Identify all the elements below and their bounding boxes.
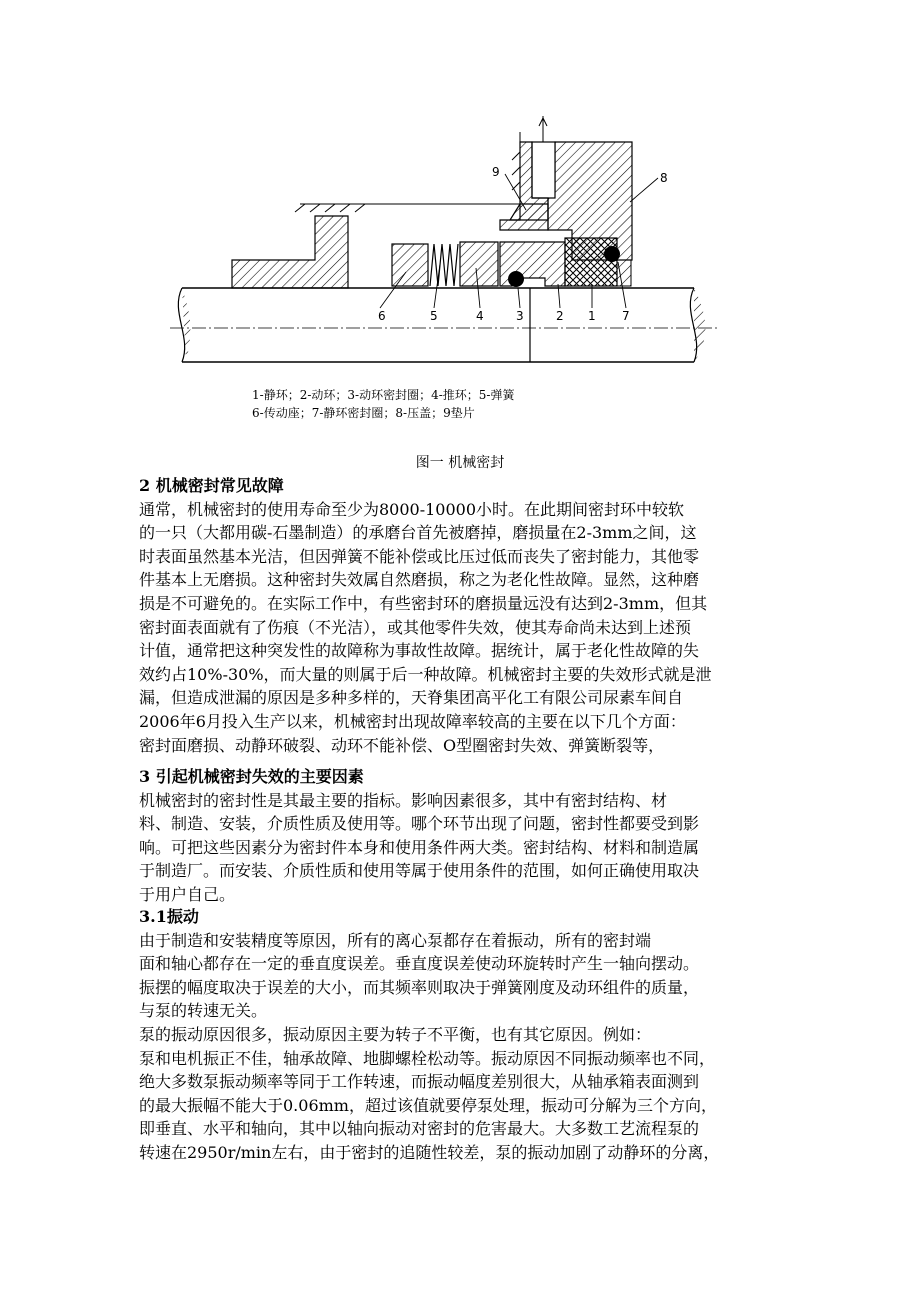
- paragraph-line: 密封面磨损、动静环破裂、动环不能补偿、O型圈密封失效、弹簧断裂等，: [139, 735, 665, 755]
- section-3-1: [139, 905, 789, 1165]
- figure-legend-line-1: 1-静环；2-动环；3-动环密封圈；4-推环；5-弹簧: [252, 388, 515, 402]
- shaft: [170, 288, 720, 362]
- paragraph-line: 损是不可避免的。在实际工作中，有些密封环的磨损量远没有达到2-3mm，但其: [139, 593, 708, 613]
- stationary-ring-part-1: [565, 238, 617, 286]
- paragraph-line: 振摆的幅度取决于误差的大小，而其频率则取决于弹簧刚度及动环组件的质量，: [139, 977, 700, 997]
- label-3: 3: [516, 309, 524, 323]
- paragraph-line: 2006年6月投入生产以来，机械密封出现故障率较高的主要在以下几个方面：: [139, 711, 686, 731]
- paragraph-line: 由于制造和安装精度等原因，所有的离心泵都存在着振动，所有的密封端: [139, 930, 652, 950]
- section-heading: 3.1振动: [139, 907, 199, 926]
- paragraph-line: 与泵的转速无关。: [139, 1001, 268, 1021]
- section-heading: 2 机械密封常见故障: [139, 476, 284, 495]
- paragraph-line: 料、制造、安装，介质性质及使用等。哪个环节出现了问题，密封性都要受到影: [139, 814, 700, 834]
- paragraph-line: 转速在2950r/min左右，由于密封的追随性较差，泵的振动加剧了动静环的分离，: [139, 1142, 720, 1162]
- rotating-o-ring-part-3: [508, 271, 524, 287]
- push-ring-part-4: [460, 242, 498, 286]
- paragraph-line: 响。可把这些因素分为密封件本身和使用条件两大类。密封结构、材料和制造属: [139, 837, 700, 857]
- paragraph-line: 时表面虽然基本光洁，但因弹簧不能补偿或比压过低而丧失了密封能力，其他零: [139, 546, 700, 566]
- section-3: [139, 765, 789, 907]
- paragraph-line: 于制造厂。而安装、介质性质和使用等属于使用条件的范围，如何正确使用取决: [139, 861, 700, 881]
- housing-hatch-marks: [295, 132, 520, 212]
- section-2: [139, 474, 789, 757]
- paragraph-line: 漏，但造成泄漏的原因是多种多样的，天脊集团高平化工有限公司尿素车间自: [139, 688, 684, 708]
- label-5: 5: [430, 309, 438, 323]
- label-8: 8: [660, 171, 668, 185]
- paragraph-line: 于用户自己。: [139, 884, 236, 904]
- paragraph-line: 泵的振动原因很多，振动原因主要为转子不平衡，也有其它原因。例如：: [139, 1024, 652, 1044]
- drive-seat-part-6: [392, 244, 428, 286]
- left-housing: [232, 216, 348, 288]
- paragraph-line: 机械密封的密封性是其最主要的指标。影响因素很多，其中有密封结构、材: [139, 790, 668, 810]
- paragraph-line: 件基本上无磨损。这种密封失效属自然磨损，称之为老化性故障。显然，这种磨: [139, 570, 700, 590]
- paragraph-line: 的最大振幅不能大于0.06mm，超过该值就要停泵处理，振动可分解为三个方向，: [139, 1095, 717, 1115]
- paragraph-line: 效约占10%-30%，而大量的则属于后一种故障。机械密封主要的失效形式就是泄: [139, 664, 712, 684]
- paragraph-line: 计值，通常把这种突发性的故障称为事故性故障。据统计，属于老化性故障的失: [139, 641, 700, 661]
- paragraph-line: 泵和电机振正不佳，轴承故障、地脚螺栓松动等。振动原因不同振动频率也不同，: [139, 1048, 716, 1068]
- mechanical-seal-diagram: [160, 112, 730, 382]
- paragraph-line: 绝大多数泵振动频率等同于工作转速，而振动幅度差别很大，从轴承箱表面测到: [139, 1072, 700, 1092]
- paragraph-line: 面和轴心都存在一定的垂直度误差。垂直度误差使动环旋转时产生一轴向摆动。: [139, 954, 700, 974]
- figure-title: 图一 机械密封: [415, 455, 505, 471]
- label-7: 7: [622, 309, 630, 323]
- paragraph-line: 通常，机械密封的使用寿命至少为8000-10000小时。在此期间密封环中较软: [139, 499, 685, 519]
- label-2: 2: [556, 309, 564, 323]
- label-9: 9: [492, 165, 500, 179]
- section-heading: 3 引起机械密封失效的主要因素: [139, 767, 364, 786]
- paragraph-line: 密封面表面就有了伤痕（不光洁），或其他零件失效，使其寿命尚未达到上述预: [139, 617, 692, 637]
- stationary-o-ring-part-7: [604, 246, 620, 262]
- label-6: 6: [378, 309, 386, 323]
- spring-part-5: [430, 244, 458, 286]
- paragraph-line: 的一只（大都用碳-石墨制造）的承磨台首先被磨掉，磨损量在2-3mm之间，这: [139, 523, 697, 543]
- label-4: 4: [476, 309, 484, 323]
- flush-port: [532, 142, 555, 198]
- paragraph-line: 即垂直、水平和轴向，其中以轴向振动对密封的危害最大。大多数工艺流程泵的: [139, 1119, 700, 1139]
- figure-legend-line-2: 6-传动座；7-静环密封圈；8-压盖；9垫片: [252, 406, 475, 420]
- label-1: 1: [588, 309, 596, 323]
